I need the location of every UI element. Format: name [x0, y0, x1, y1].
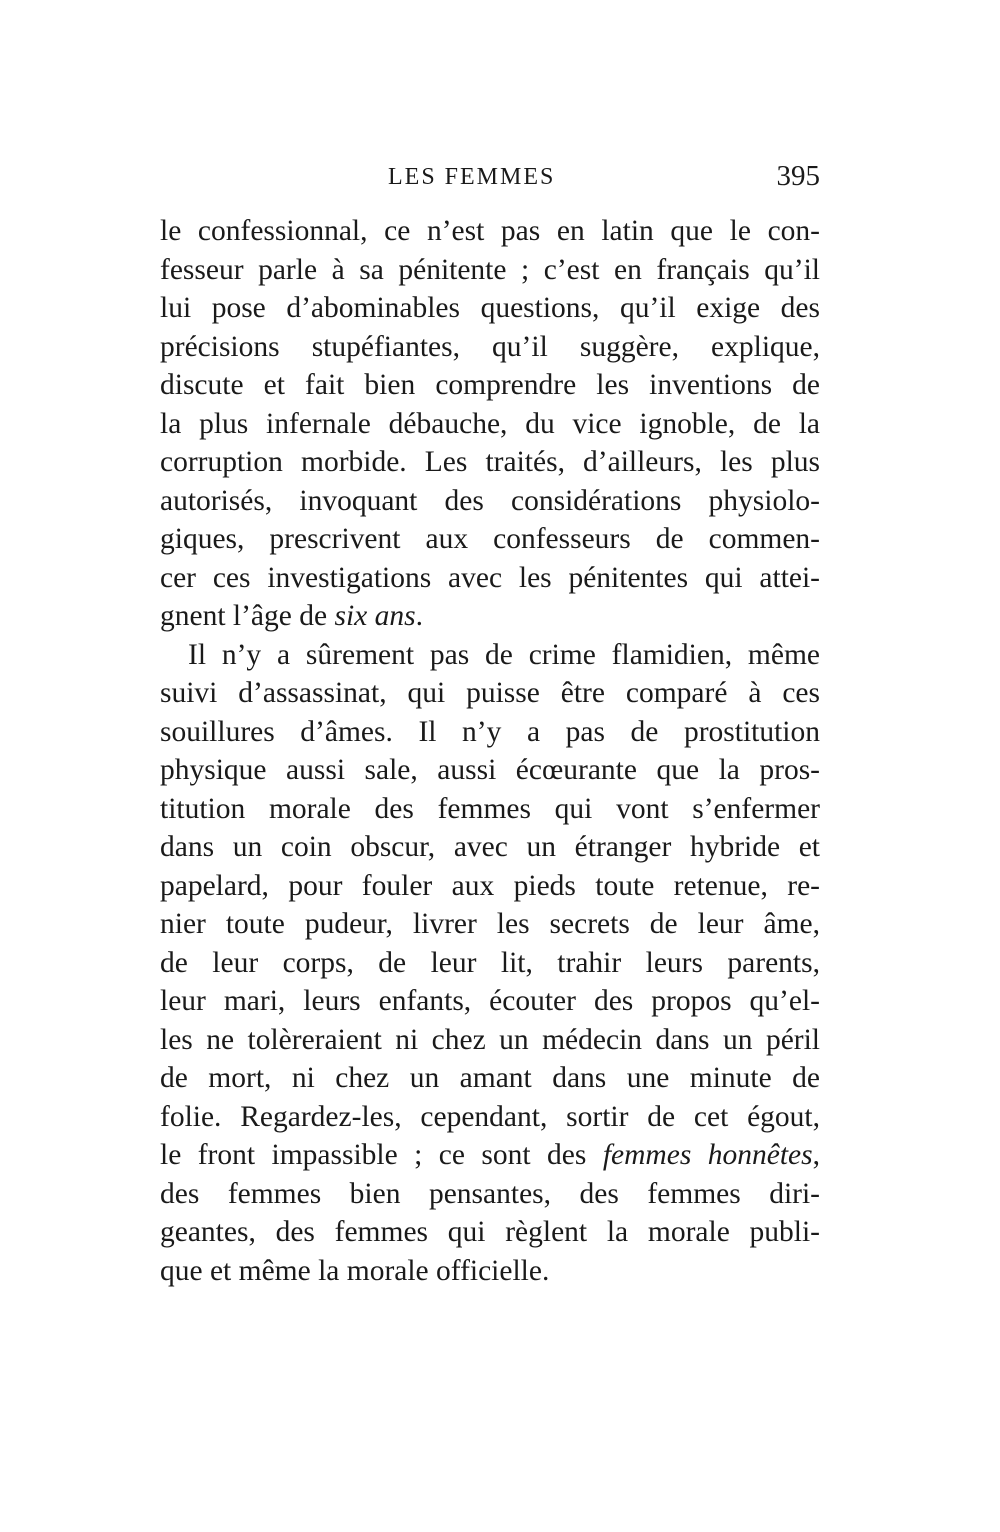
running-title: LES FEMMES — [388, 164, 556, 190]
text-line — [160, 597, 820, 636]
text-line: cer ces investigations avec les pénitentes qui attei- — [160, 561, 820, 594]
text-run: gnent l’âge de — [160, 600, 335, 632]
italic-text: femmes honnêtes — [602, 1139, 813, 1171]
text-line: giques, prescrivent aux confesseurs de commen- — [160, 523, 820, 555]
text-line: physique aussi sale, aussi écœurante que la pros- — [160, 754, 820, 786]
text-line: suivi d’assassinat, qui puisse être comparé à ces — [160, 677, 820, 709]
text-line: dans un coin obscur, avec un étranger hybride et — [160, 831, 820, 863]
text-run: le front impassible ; ce sont des — [160, 1139, 603, 1171]
text-line: fesseur parle à sa pénitente ; c’est en français qu’il — [160, 253, 820, 286]
text-run: , — [812, 1139, 821, 1171]
text-line: corruption morbide. Les traités, d’ailleurs, les plus — [160, 446, 820, 478]
italic-text: six ans — [334, 600, 416, 632]
text-line: titution morale des femmes qui vont s’enfermer — [160, 792, 820, 825]
text-line: souillures d’âmes. Il n’y a pas de prostitution — [160, 715, 820, 748]
page-number: 395 — [776, 160, 820, 192]
body-text — [160, 212, 820, 1290]
text-line: de leur corps, de leur lit, trahir leurs parents, — [160, 946, 820, 979]
text-line: la plus infernale débauche, du vice ignoble, de la — [160, 407, 820, 440]
text-line: de mort, ni chez un amant dans une minute de — [160, 1062, 820, 1094]
text-line: leur mari, leurs enfants, écouter des propos qu’el- — [160, 985, 820, 1017]
text-line: papelard, pour fouler aux pieds toute retenue, re- — [160, 869, 820, 902]
text-run: . — [415, 600, 423, 632]
text-line: nier toute pudeur, livrer les secrets de leur âme, — [160, 908, 820, 940]
running-head — [160, 160, 820, 200]
text-line: précisions stupéfiantes, qu’il suggère, explique, — [160, 330, 820, 363]
text-line: le confessionnal, ce n’est pas en latin que le con- — [160, 215, 820, 247]
text-line: que et même la morale officielle. — [160, 1254, 550, 1287]
text-line: folie. Regardez-les, cependant, sortir de cet égout, — [160, 1100, 820, 1133]
text-line: lui pose d’abominables questions, qu’il exige des — [160, 292, 820, 324]
text-line: discute et fait bien comprendre les inventions de — [160, 369, 820, 401]
paragraph-first-line: Il n’y a sûrement pas de crime flamidien, même — [188, 638, 820, 671]
text-line: les ne tolèreraient ni chez un médecin dans un péril — [160, 1023, 820, 1056]
text-line: des femmes bien pensantes, des femmes diri- — [160, 1177, 820, 1210]
text-line: autorisés, invoquant des considérations physiolo- — [160, 484, 820, 517]
text-line — [160, 1136, 820, 1175]
text-line: geantes, des femmes qui règlent la morale publi- — [160, 1216, 820, 1248]
